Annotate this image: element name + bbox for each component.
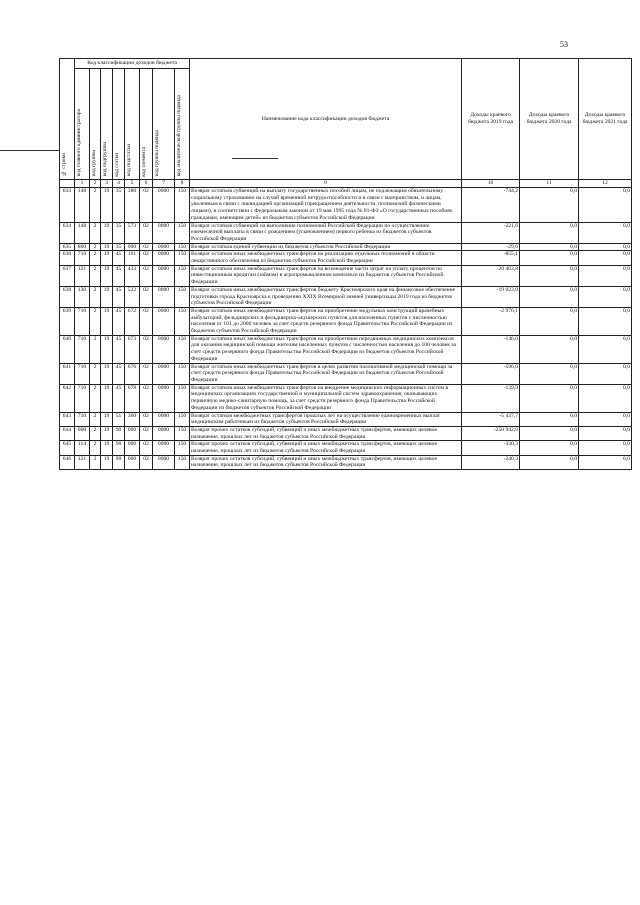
cell-revenue-2019: -596,0 (462, 363, 520, 384)
cell-revenue-2020: 0,0 (520, 188, 579, 223)
header-code-name: Наименование кода классификации доходов бюджета (190, 59, 462, 180)
column-number: 4 (113, 180, 125, 188)
cell-revenue-2021: 0,0 (579, 455, 632, 469)
table-row (60, 412, 632, 426)
header-admin-code: код главного администратора (75, 69, 90, 180)
cell-group-code: 2 (90, 335, 101, 363)
cell-row-number: 639 (60, 307, 75, 335)
cell-revenue-2021: 0,0 (579, 363, 632, 384)
cell-code-name: Возврат прочих остатков субсидий, субвенций и иных межбюджетных трансфертов, имеющих целевое назначение, прошлых лет из бюджетов субъектов Российской Федерации (190, 455, 462, 469)
table-row (60, 335, 632, 363)
cell-code-name: Возврат остатков иных межбюджетных трансфертов в целях развития паллиативной медицинской помощи за счет средств резервного фонда Правительства Российской Федерации из бюджетов субъектов Российской Федерации (190, 363, 462, 384)
cell-revenue-2020: 0,0 (520, 426, 579, 440)
column-number: 11 (520, 180, 579, 188)
cell-row-number: 645 (60, 441, 75, 455)
cell-revenue-2020: 0,0 (520, 251, 579, 265)
cell-revenue-2020: 0,0 (520, 222, 579, 243)
cell-subarticle-code: 000 (125, 426, 140, 440)
cell-row-number: 636 (60, 251, 75, 265)
cell-revenue-2019: -240,3 (462, 455, 520, 469)
cell-group-code: 2 (90, 188, 101, 223)
cell-revenue-2021: 0,0 (579, 286, 632, 307)
column-number: 8 (175, 180, 190, 188)
header-subgroup-code: код подгруппы (101, 69, 113, 180)
cell-row-number: 635 (60, 243, 75, 251)
cell-article-code: 45 (113, 265, 125, 286)
cell-subarticle-code: 161 (125, 251, 140, 265)
cell-code-name: Возврат прочих остатков субсидий, субвенций и иных межбюджетных трансфертов, имеющих целевое назначение, прошлых лет из бюджетов субъектов Российской Федерации (190, 426, 462, 440)
cell-code-name: Возврат остатков иных межбюджетных трансфертов на приобретение модульных конструкций врачебных амбулаторий, фельдшерских и фельдшерско-акушерских пунктов для населенных пунктов с численностью населения от 101 до 2000 человек за счет средств резервного фонда Правительства Российской Федерации из бюджетов субъектов Российской Федерации (190, 307, 462, 335)
cell-revenue-2019: -330,3 (462, 441, 520, 455)
cell-article-code: 35 (113, 243, 125, 251)
cell-revenue-2021: 0,0 (579, 222, 632, 243)
cell-revenue-2019: -744,2 (462, 188, 520, 223)
cell-subarticle-code: 433 (125, 265, 140, 286)
header-analytic-group-code: код аналитической группы подвида (175, 69, 190, 180)
cell-article-code: 90 (113, 455, 125, 469)
cell-subtype-group-code: 0000 (153, 441, 175, 455)
cell-subarticle-code: 673 (125, 335, 140, 363)
cell-subarticle-code: 000 (125, 455, 140, 469)
cell-analytic-group-code: 150 (175, 412, 190, 426)
cell-subarticle-code: 360 (125, 412, 140, 426)
cell-element-code: 02 (140, 188, 153, 223)
table-row (60, 426, 632, 440)
cell-row-number: 637 (60, 265, 75, 286)
cell-subtype-group-code: 0000 (153, 363, 175, 384)
cell-code-name: Возврат остатков иных межбюджетных трансфертов на внедрение медицинских информационных систем в медицинских организациях государственной и муниципальной систем здравоохранения, оказывающих первичную медико-санитарную помощь, за счет средств резервного фонда Правительства Российской Федерации из бюджетов субъектов Российской Федерации (190, 384, 462, 412)
cell-analytic-group-code: 150 (175, 286, 190, 307)
cell-revenue-2021: 0,0 (579, 188, 632, 223)
cell-admin-code: 130 (75, 286, 90, 307)
cell-analytic-group-code: 150 (175, 188, 190, 223)
cell-article-code: 90 (113, 441, 125, 455)
table-row (60, 307, 632, 335)
cell-group-code: 2 (90, 251, 101, 265)
cell-article-code: 90 (113, 426, 125, 440)
cell-group-code: 2 (90, 384, 101, 412)
column-number: 10 (462, 180, 520, 188)
cell-revenue-2019: -29,6 (462, 243, 520, 251)
cell-admin-code: 000 (75, 426, 90, 440)
cell-element-code: 02 (140, 222, 153, 243)
cell-article-code: 45 (113, 307, 125, 335)
cell-subgroup-code: 19 (101, 412, 113, 426)
cell-revenue-2021: 0,0 (579, 251, 632, 265)
cell-analytic-group-code: 150 (175, 251, 190, 265)
cell-analytic-group-code: 150 (175, 243, 190, 251)
cell-revenue-2021: 0,0 (579, 265, 632, 286)
cell-group-code: 2 (90, 426, 101, 440)
cell-article-code: 51 (113, 412, 125, 426)
column-number: 9 (190, 180, 462, 188)
cell-subgroup-code: 19 (101, 243, 113, 251)
cell-subgroup-code: 19 (101, 307, 113, 335)
cell-revenue-2021: 0,0 (579, 243, 632, 251)
cell-subarticle-code: 676 (125, 363, 140, 384)
cell-revenue-2020: 0,0 (520, 384, 579, 412)
cell-row-number: 646 (60, 455, 75, 469)
cell-subarticle-code: 678 (125, 384, 140, 412)
cell-article-code: 45 (113, 363, 125, 384)
cell-group-code: 2 (90, 441, 101, 455)
cell-article-code: 45 (113, 384, 125, 412)
cell-code-name: Возврат прочих остатков субсидий, субвенций и иных межбюджетных трансфертов, имеющих целевое назначение, прошлых лет из бюджетов субъектов Российской Федерации (190, 441, 462, 455)
cell-admin-code: 121 (75, 455, 90, 469)
cell-admin-code: 710 (75, 307, 90, 335)
cell-subtype-group-code: 0000 (153, 243, 175, 251)
page-number: 53 (560, 40, 568, 49)
column-number-row (60, 180, 632, 188)
cell-revenue-2021: 0,0 (579, 335, 632, 363)
cell-article-code: 35 (113, 222, 125, 243)
header-classification-group: Код классификации доходов бюджета (75, 59, 190, 69)
cell-admin-code: 710 (75, 412, 90, 426)
cell-group-code: 2 (90, 286, 101, 307)
budget-revenue-table (59, 58, 632, 470)
cell-element-code: 02 (140, 384, 153, 412)
table-row (60, 441, 632, 455)
cell-group-code: 2 (90, 455, 101, 469)
scan-artifact-line (0, 150, 60, 151)
cell-element-code: 02 (140, 251, 153, 265)
header-subarticle-code: код подстатьи (125, 69, 140, 180)
cell-element-code: 02 (140, 455, 153, 469)
table-row (60, 188, 632, 223)
cell-subgroup-code: 19 (101, 426, 113, 440)
cell-element-code: 02 (140, 265, 153, 286)
cell-subarticle-code: 522 (125, 286, 140, 307)
cell-revenue-2020: 0,0 (520, 455, 579, 469)
cell-group-code: 2 (90, 363, 101, 384)
cell-revenue-2020: 0,0 (520, 335, 579, 363)
cell-revenue-2019: -19 023,0 (462, 286, 520, 307)
cell-admin-code: 710 (75, 335, 90, 363)
table-row (60, 455, 632, 469)
cell-revenue-2021: 0,0 (579, 307, 632, 335)
cell-analytic-group-code: 150 (175, 307, 190, 335)
cell-revenue-2019: -250 942,9 (462, 426, 520, 440)
cell-row-number: 641 (60, 363, 75, 384)
cell-element-code: 02 (140, 286, 153, 307)
cell-admin-code: 114 (75, 441, 90, 455)
cell-revenue-2019: -146,0 (462, 335, 520, 363)
cell-admin-code: 710 (75, 251, 90, 265)
cell-subtype-group-code: 0000 (153, 307, 175, 335)
cell-code-name: Возврат остатков межбюджетных трансфертов прошлых лет на осуществление единовременных выплат медицинским работникам из бюджетов субъектов Российской Федерации (190, 412, 462, 426)
column-number: 5 (125, 180, 140, 188)
cell-subgroup-code: 19 (101, 222, 113, 243)
cell-element-code: 02 (140, 412, 153, 426)
cell-subgroup-code: 19 (101, 286, 113, 307)
header-article-code: код статьи (113, 69, 125, 180)
cell-revenue-2020: 0,0 (520, 441, 579, 455)
cell-subgroup-code: 19 (101, 384, 113, 412)
cell-subtype-group-code: 0000 (153, 335, 175, 363)
cell-article-code: 45 (113, 286, 125, 307)
cell-subtype-group-code: 0000 (153, 265, 175, 286)
cell-subtype-group-code: 0000 (153, 455, 175, 469)
column-number (60, 180, 75, 188)
cell-admin-code: 800 (75, 243, 90, 251)
header-subtype-group-code: код группы подвида (153, 69, 175, 180)
cell-analytic-group-code: 150 (175, 441, 190, 455)
cell-element-code: 02 (140, 243, 153, 251)
cell-revenue-2021: 0,0 (579, 384, 632, 412)
cell-code-name: Возврат остатков единой субвенции из бюджетов субъектов Российской Федерации (190, 243, 462, 251)
cell-row-number: 640 (60, 335, 75, 363)
cell-code-name: Возврат остатков иных межбюджетных трансфертов на возмещение части затрат на уплату процентов по инвестиционным кредитам (займам) в агропромышленном комплексе из бюджетов субъектов Российской Федерации (190, 265, 462, 286)
cell-article-code: 35 (113, 188, 125, 223)
cell-subgroup-code: 19 (101, 188, 113, 223)
cell-subarticle-code: 900 (125, 243, 140, 251)
cell-revenue-2020: 0,0 (520, 265, 579, 286)
cell-group-code: 2 (90, 412, 101, 426)
cell-code-name: Возврат остатков иных межбюджетных трансфертов бюджету Красноярского края на финансовое обеспечение подготовки города Красноярска к проведению XXIX Всемирной зимней универсиады 2019 года из бюджетов субъектов Российской Федерации (190, 286, 462, 307)
cell-subgroup-code: 19 (101, 363, 113, 384)
cell-subarticle-code: 672 (125, 307, 140, 335)
cell-subgroup-code: 19 (101, 455, 113, 469)
cell-subtype-group-code: 0000 (153, 222, 175, 243)
cell-row-number: 644 (60, 426, 75, 440)
cell-subarticle-code: 000 (125, 441, 140, 455)
cell-subtype-group-code: 0000 (153, 251, 175, 265)
cell-element-code: 02 (140, 441, 153, 455)
cell-subtype-group-code: 0000 (153, 384, 175, 412)
column-number: 6 (140, 180, 153, 188)
cell-revenue-2020: 0,0 (520, 363, 579, 384)
cell-row-number: 642 (60, 384, 75, 412)
cell-subgroup-code: 19 (101, 265, 113, 286)
table-row (60, 363, 632, 384)
cell-revenue-2021: 0,0 (579, 426, 632, 440)
cell-article-code: 45 (113, 335, 125, 363)
header-revenue-2021: Доходы краевого бюджета 2021 года (579, 59, 632, 180)
cell-code-name: Возврат остатков иных межбюджетных трансфертов на приобретение передвижных медицинских комплексов для оказания медицинской помощи жителям населенных пунктов с численностью населения до 100 человек за счет средств резервного фонда Правительства Российской Федерации из бюджетов субъектов Российской Федерации (190, 335, 462, 363)
table-row (60, 265, 632, 286)
cell-group-code: 2 (90, 307, 101, 335)
cell-row-number: 633 (60, 188, 75, 223)
cell-subgroup-code: 19 (101, 441, 113, 455)
cell-subtype-group-code: 0000 (153, 286, 175, 307)
cell-row-number: 643 (60, 412, 75, 426)
column-number: 3 (101, 180, 113, 188)
column-number: 12 (579, 180, 632, 188)
cell-subtype-group-code: 0000 (153, 412, 175, 426)
cell-subgroup-code: 19 (101, 335, 113, 363)
header-element-code: код элемента (140, 69, 153, 180)
table-row (60, 286, 632, 307)
header-row-number: № строки (60, 59, 75, 180)
cell-row-number: 638 (60, 286, 75, 307)
cell-group-code: 2 (90, 265, 101, 286)
cell-analytic-group-code: 150 (175, 335, 190, 363)
cell-analytic-group-code: 150 (175, 455, 190, 469)
cell-revenue-2020: 0,0 (520, 243, 579, 251)
cell-element-code: 02 (140, 363, 153, 384)
cell-element-code: 02 (140, 307, 153, 335)
cell-admin-code: 121 (75, 265, 90, 286)
cell-subarticle-code: 573 (125, 222, 140, 243)
cell-subarticle-code: 380 (125, 188, 140, 223)
cell-revenue-2019: -20 463,8 (462, 265, 520, 286)
cell-subtype-group-code: 0000 (153, 426, 175, 440)
cell-group-code: 2 (90, 222, 101, 243)
cell-revenue-2021: 0,0 (579, 441, 632, 455)
cell-subgroup-code: 19 (101, 251, 113, 265)
cell-analytic-group-code: 150 (175, 222, 190, 243)
cell-article-code: 45 (113, 251, 125, 265)
table-row (60, 251, 632, 265)
cell-row-number: 634 (60, 222, 75, 243)
cell-admin-code: 148 (75, 222, 90, 243)
cell-code-name: Возврат остатков субвенций на выполнение полномочий Российской Федерации по осуществлению ежемесячной выплаты в связи с рождением (усыновлением) первого ребенка из бюджетов субъектов Российской Федерации (190, 222, 462, 243)
cell-element-code: 02 (140, 335, 153, 363)
table-row (60, 222, 632, 243)
cell-analytic-group-code: 150 (175, 265, 190, 286)
cell-revenue-2020: 0,0 (520, 286, 579, 307)
column-number: 7 (153, 180, 175, 188)
header-revenue-2019: Доходы краевого бюджета 2019 года (462, 59, 520, 180)
column-number: 2 (90, 180, 101, 188)
cell-code-name: Возврат остатков иных межбюджетных трансфертов на реализацию отдельных полномочий в области лекарственного обеспечения из бюджетов субъектов Российской Федерации (190, 251, 462, 265)
cell-group-code: 2 (90, 243, 101, 251)
cell-admin-code: 148 (75, 188, 90, 223)
cell-revenue-2019: -5 437,7 (462, 412, 520, 426)
header-group-code: код группы (90, 69, 101, 180)
cell-analytic-group-code: 150 (175, 426, 190, 440)
cell-revenue-2020: 0,0 (520, 412, 579, 426)
cell-revenue-2019: -221,6 (462, 222, 520, 243)
cell-revenue-2019: -855,1 (462, 251, 520, 265)
cell-subtype-group-code: 0000 (153, 188, 175, 223)
cell-element-code: 02 (140, 426, 153, 440)
cell-admin-code: 710 (75, 384, 90, 412)
cell-revenue-2019: -139,9 (462, 384, 520, 412)
cell-analytic-group-code: 150 (175, 363, 190, 384)
cell-code-name: Возврат остатков субвенций на выплату государственных пособий лицам, не подлежащим обязательному социальному страхованию на случай временной нетрудоспособности и в связи с материнством, и лицам, уволенным в связи с ликвидацией организаций (прекращением деятельности, полномочий физическими лицами), в соответствии с Федеральным законом от 19 мая 1995 года № 81-ФЗ «О государственных пособиях гражданам, имеющим детей» из бюджетов субъектов Российской Федерации (190, 188, 462, 223)
table-body (60, 188, 632, 470)
header-revenue-2020: Доходы краевого бюджета 2020 года (520, 59, 579, 180)
cell-revenue-2019: -2 976,1 (462, 307, 520, 335)
cell-analytic-group-code: 150 (175, 384, 190, 412)
column-number: 1 (75, 180, 90, 188)
cell-admin-code: 710 (75, 363, 90, 384)
cell-revenue-2021: 0,0 (579, 412, 632, 426)
table-row (60, 384, 632, 412)
cell-revenue-2020: 0,0 (520, 307, 579, 335)
table-row (60, 243, 632, 251)
